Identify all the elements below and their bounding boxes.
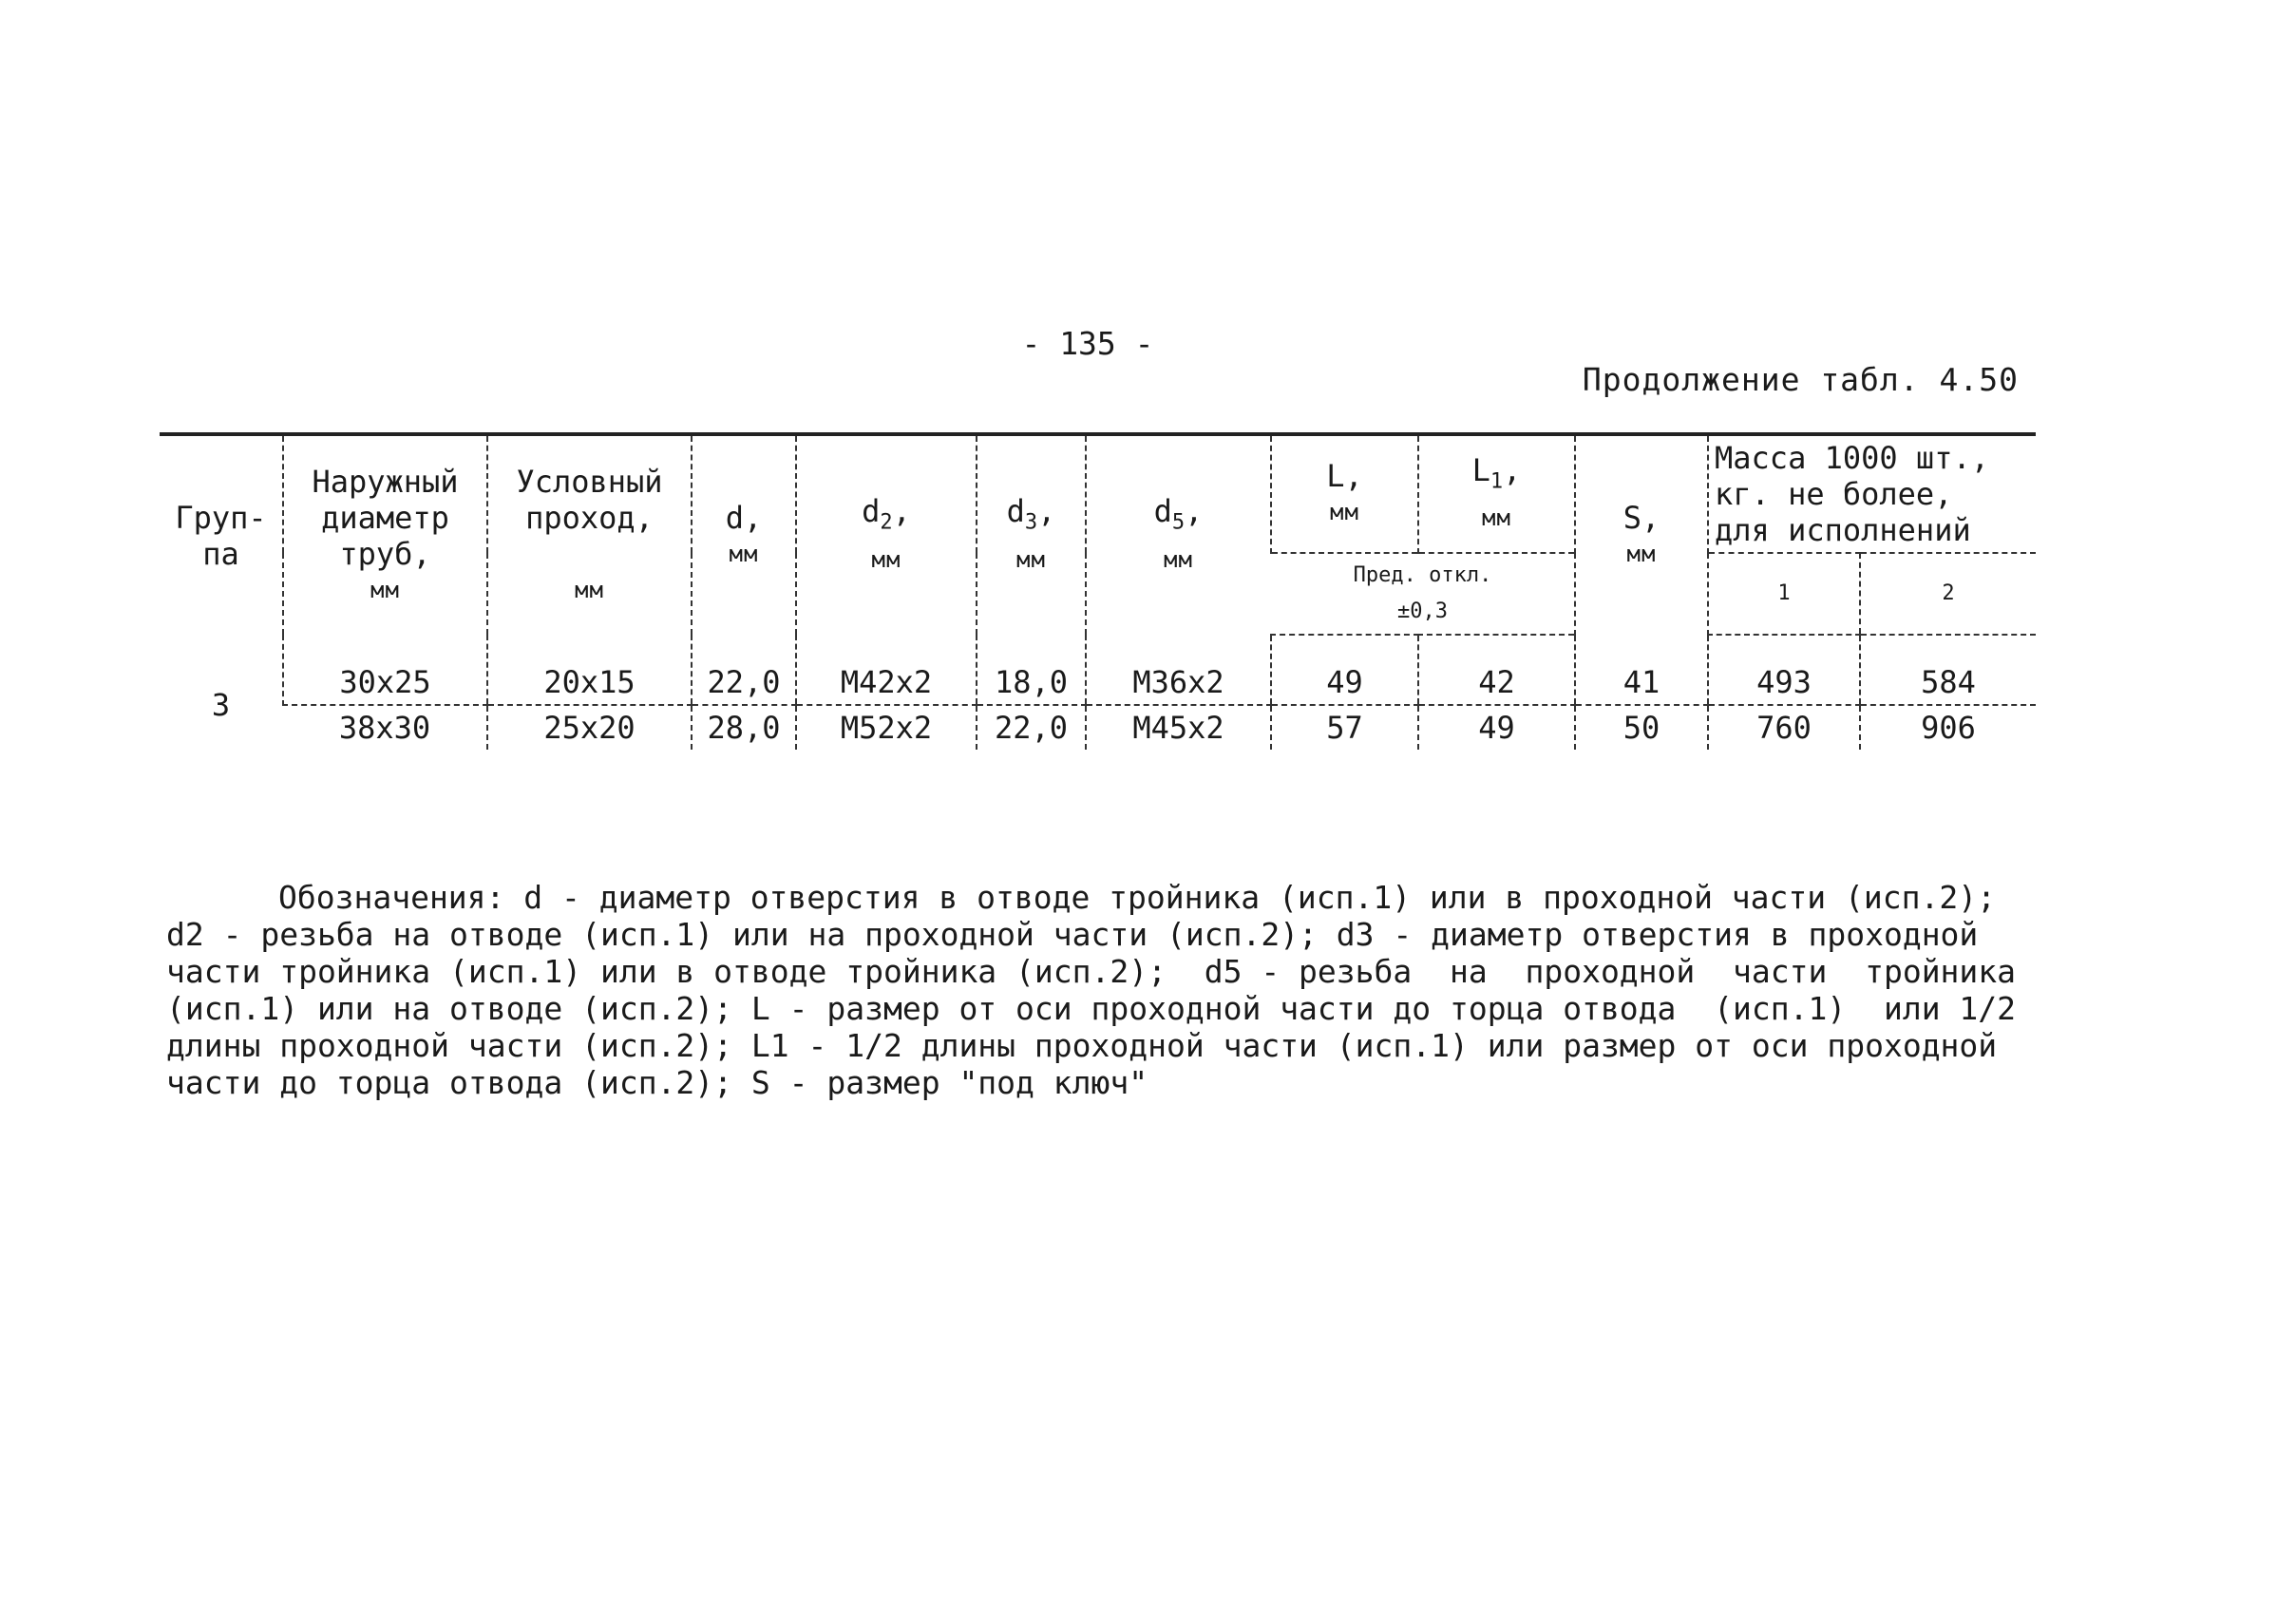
header-tolerance-label: Пред. откл. [1353, 563, 1492, 587]
legend-line: части до торца отвода (исп.2); S - размер "под ключ" [166, 1064, 1148, 1101]
header-d2-unit: мм [871, 545, 901, 573]
cell-nominal: 25х20 [487, 705, 692, 750]
header-d [692, 434, 796, 635]
page-number: - 135 - [1021, 325, 1154, 362]
group-value: 3 [211, 686, 231, 723]
header-outer-diameter-line3: труб, [339, 535, 431, 572]
cell-nominal: 20х15 [487, 635, 692, 705]
header-L-unit: мм [1330, 499, 1359, 525]
header-outer-diameter-unit: мм [370, 576, 400, 603]
header-L1-label: L [1471, 451, 1490, 488]
header-exec-2: 2 [1860, 553, 2036, 635]
header-d2: $d_2$, мм [796, 434, 977, 635]
cell-outer: 38х30 [338, 710, 431, 746]
header-tolerance-value: ±0,3 [1397, 600, 1448, 623]
legend-line: части тройника (исп.1) или в отводе тройника (исп.2); d5 - резьба на проходной части тройника [166, 953, 2017, 990]
header-nominal-bore-line1: Условный [516, 463, 663, 500]
cell-L: 49 [1271, 635, 1418, 705]
header-d5-unit: мм [1164, 545, 1193, 573]
header-nominal-bore [487, 434, 692, 635]
cell-L: 57 [1271, 705, 1418, 750]
header-L1: $L_1$, мм [1418, 434, 1575, 553]
header-mass-line1: Масса 1000 шт., [1715, 440, 1989, 476]
header-d5-label: d [1153, 493, 1172, 530]
cell-d5: М36х2 [1086, 635, 1271, 705]
spec-table-wrapper [160, 432, 2036, 750]
header-mass [1708, 434, 2036, 553]
header-L-label: L, [1326, 458, 1363, 494]
cell-m1: 493 [1708, 635, 1860, 705]
header-d3-label: d [1006, 493, 1025, 530]
header-d5-sub: 5 [1171, 510, 1186, 535]
cell-d5: М45х2 [1086, 705, 1271, 750]
header-nominal-bore-unit: мм [575, 576, 604, 603]
header-S-unit: мм [1626, 540, 1657, 567]
header-d-label: d, [725, 499, 763, 536]
cell-d: 28,0 [692, 705, 796, 750]
table-row [160, 705, 2036, 750]
header-nominal-bore-line2: проход, [525, 499, 654, 536]
legend-line: Обозначения: d - диаметр отверстия в отводе тройника (исп.1) или в проходной части (исп.2); [278, 879, 1996, 916]
header-tolerance [1271, 553, 1575, 635]
legend-line: длины проходной части (исп.2); L1 - 1/2 длины проходной части (исп.1) или размер от оси проходной [166, 1027, 1998, 1064]
header-L1-unit: мм [1482, 504, 1511, 532]
cell-m2: 584 [1860, 635, 2036, 705]
cell-L1: 49 [1418, 705, 1575, 750]
header-S [1575, 434, 1708, 635]
cell-d2: М52х2 [796, 705, 977, 750]
cell-m2: 906 [1860, 705, 2036, 750]
header-row-main [160, 434, 2036, 553]
header-exec-1: 1 [1708, 553, 1860, 635]
table-continuation-caption: Продолжение табл. 4.50 [1582, 361, 2019, 398]
header-mass-line2: кг. не более, [1715, 476, 1953, 512]
legend [166, 879, 2017, 1101]
cell-d3: 18,0 [977, 635, 1086, 705]
header-mass-line3: для исполнений [1715, 512, 1971, 548]
header-d2-label: d [862, 493, 881, 530]
header-L [1271, 434, 1418, 553]
header-outer-diameter [283, 434, 487, 635]
header-outer-diameter-line2: диаметр [321, 499, 449, 536]
header-outer-diameter-line1: Наружный [312, 463, 459, 500]
legend-line: d2 - резьба на отводе (исп.1) или на проходной части (исп.2); d3 - диаметр отверстия в проходной [166, 916, 1979, 953]
header-d5: $d_5$, мм [1086, 434, 1271, 635]
cell-S: 41 [1575, 635, 1708, 705]
header-group: Груп-па [160, 434, 283, 635]
cell-L1: 42 [1418, 635, 1575, 705]
header-d3-unit: мм [1016, 545, 1046, 573]
cell-d2: М42х2 [796, 635, 977, 705]
cell-S: 50 [1575, 705, 1708, 750]
spec-table [160, 432, 2036, 750]
cell-outer: 30х25 [283, 635, 487, 705]
cell-m1: 760 [1708, 705, 1860, 750]
header-d2-sub: 2 [880, 510, 893, 535]
header-d3: $d_3$, мм [977, 434, 1086, 635]
header-d3-sub: 3 [1024, 510, 1038, 535]
header-L1-sub: 1 [1490, 469, 1504, 494]
cell-d3: 22,0 [977, 705, 1086, 750]
cell-d: 22,0 [692, 635, 796, 705]
table-row [160, 635, 2036, 705]
header-d-unit: мм [729, 540, 759, 567]
header-S-label: S, [1622, 499, 1660, 536]
legend-line: (исп.1) или на отводе (исп.2); L - размер от оси проходной части до торца отвода (исп.1) или 1/2 [166, 990, 2017, 1027]
